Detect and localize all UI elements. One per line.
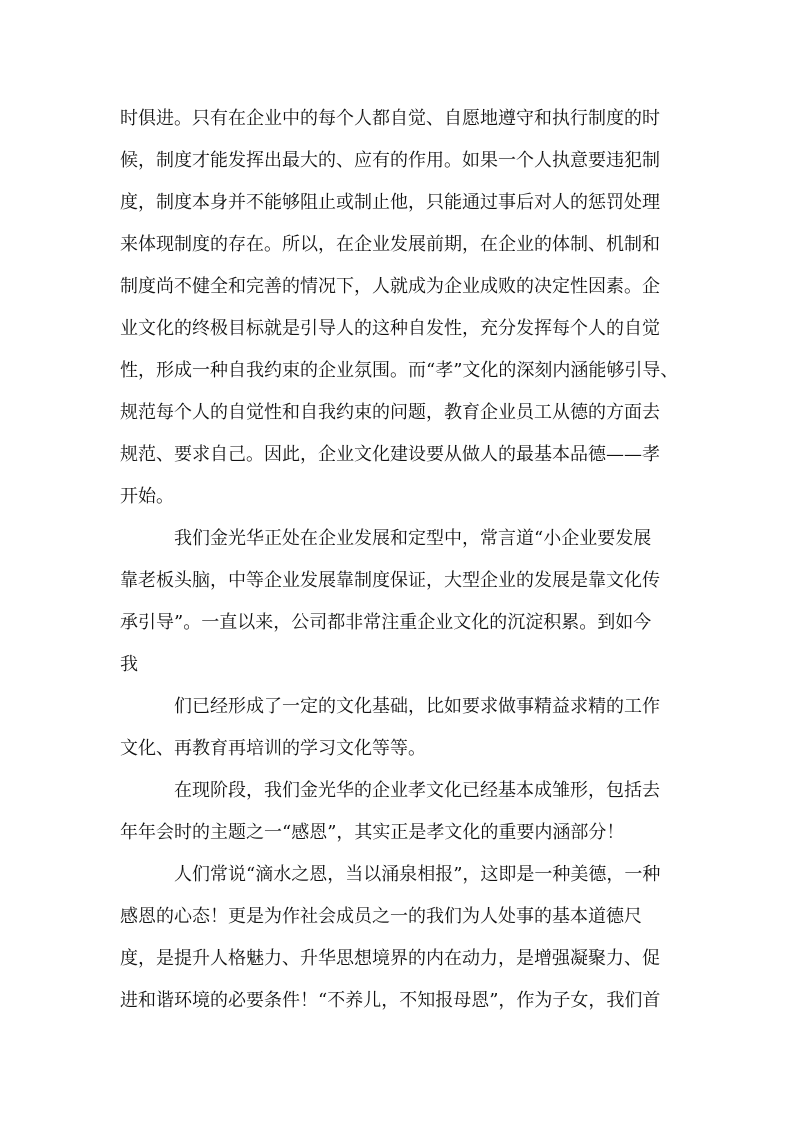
text-line: 我 — [120, 654, 138, 675]
text-line: 规范、要求自己。因此，企业文化建设要从做人的最基本品德——孝 — [120, 444, 660, 465]
text-line: 制度尚不健全和完善的情况下，人就成为企业成败的决定性因素。企 — [120, 276, 660, 297]
text-line: 年年会时的主题之一“感恩”，其实正是孝文化的重要内涵部分！ — [120, 822, 625, 843]
text-line: 度，是提升人格魅力、升华思想境界的内在动力，是增强凝聚力、促 — [120, 948, 660, 969]
text-line: 承引导”。一直以来，公司都非常注重企业文化的沉淀积累。到如今 — [120, 612, 652, 633]
paragraph-first-line: 们已经形成了一定的文化基础，比如要求做事精益求精的工作 — [174, 696, 660, 717]
text-line: 靠老板头脑，中等企业发展靠制度保证，大型企业的发展是靠文化传 — [120, 570, 660, 591]
text-line: 性，形成一种自我约束的企业氛围。而“孝”文化的深刻内涵能够引导、 — [120, 360, 679, 381]
text-line: 候，制度才能发挥出最大的、应有的作用。如果一个人执意要违犯制 — [120, 150, 660, 171]
paragraph-first-line: 在现阶段，我们金光华的企业孝文化已经基本成雏形，包括去 — [174, 780, 660, 801]
text-line: 文化、再教育再培训的学习文化等等。 — [120, 738, 426, 759]
text-line: 开始。 — [120, 486, 174, 507]
text-line: 感恩的心态！更是为作社会成员之一的我们为人处事的基本道德尺 — [120, 906, 642, 927]
paragraph-first-line: 我们金光华正处在企业发展和定型中，常言道“小企业要发展 — [174, 528, 652, 549]
text-line: 时俱进。只有在企业中的每个人都自觉、自愿地遵守和执行制度的时 — [120, 108, 660, 129]
text-line: 业文化的终极目标就是引导人的这种自发性，充分发挥每个人的自觉 — [120, 318, 660, 339]
text-line: 进和谐环境的必要条件！“不养儿，不知报母恩”，作为子女，我们首 — [120, 990, 661, 1011]
text-line: 来体现制度的存在。所以，在企业发展前期，在企业的体制、机制和 — [120, 234, 660, 255]
text-line: 度，制度本身并不能够阻止或制止他，只能通过事后对人的惩罚处理 — [120, 192, 660, 213]
text-line: 规范每个人的自觉性和自我约束的问题，教育企业员工从德的方面去 — [120, 402, 660, 423]
paragraph-first-line: 人们常说“滴水之恩，当以涌泉相报”，这即是一种美德，一种 — [174, 864, 661, 885]
